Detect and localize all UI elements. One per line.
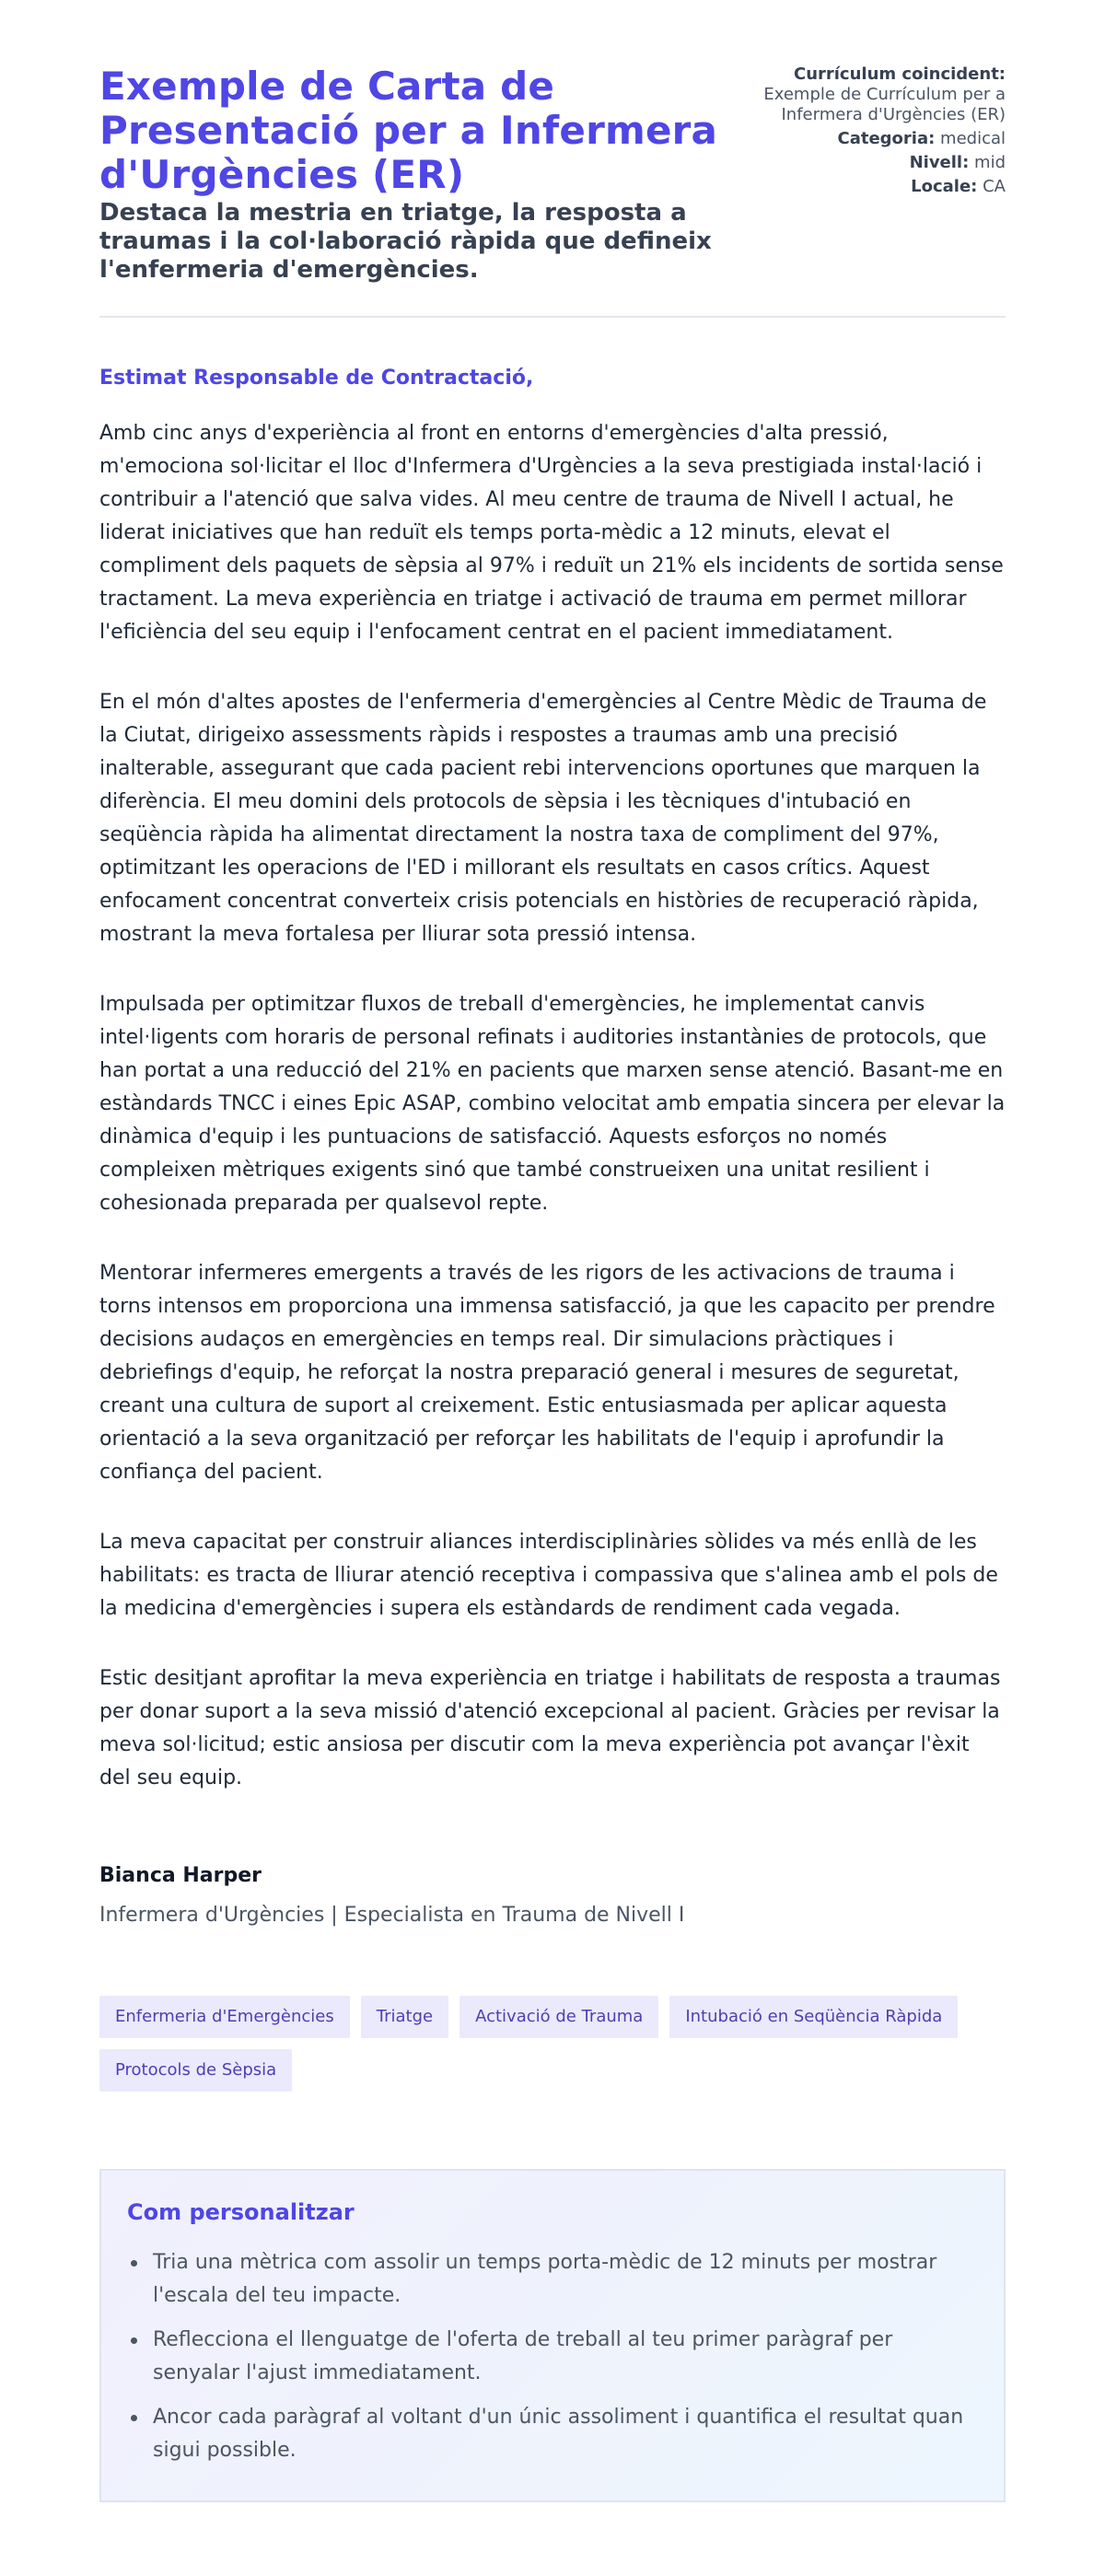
- page-title: Exemple de Carta de Presentació per a Infermera d'Urgències (ER): [99, 64, 718, 197]
- title-block: [99, 64, 734, 285]
- body-paragraph: Estic desitjant aprofitar la meva experiència en triatge i habilitats de resposta a traumas per donar suport a la seva missió d'atenció excepcional al pacient. Gràcies per revisar la meva sol·licitud; estic ansiosa per discutir com la meva experiència pot avançar l'èxit del seu equip.: [99, 1667, 1001, 1789]
- meta-panel: [734, 64, 1006, 201]
- page-header: [99, 64, 1006, 318]
- meta-locale-value: CA: [983, 177, 1006, 196]
- salutation: Estimat Responsable de Contractació,: [99, 367, 534, 390]
- tip-text: Reflecciona el llenguatge de l'oferta de treball al teu primer paràgraf per senyalar l'ajust immediatament.: [153, 2328, 893, 2384]
- tips-title: Com personalitzar: [127, 2199, 355, 2225]
- body-paragraph: La meva capacitat per construir aliances interdisciplinàries sòlides va més enllà de les habilitats: es tracta de lliurar atenció receptiva i compassiva que s'alinea amb el pols de la medicina d'emergències i supera els estàndards de rendiment cada vegada.: [99, 1531, 998, 1620]
- bullet-icon: [131, 2337, 137, 2344]
- body-paragraph: Amb cinc anys d'experiència al front en entorns d'emergències d'alta pressió, m'emociona sol·licitar el lloc d'Infermera d'Urgències a la seva prestigiada instal·lació i contribuir a l'atenció que salva vides. Al meu centre de trauma de Nivell I actual, he liderat iniciatives que han reduït els temps porta-mèdic a 12 minuts, elevat el compliment dels paquets de sèpsia al 97% i reduït un 21% els incidents de sortida sense tractament. La meva experiència en triatge i activació de trauma em permet millorar l'eficiència del seu equip i l'enfocament centrat en el pacient immediatament.: [99, 422, 1004, 644]
- meta-locale: [734, 177, 1006, 197]
- tip-text: Tria una mètrica com assolir un temps porta-mèdic de 12 minuts per mostrar l'escala del teu impacte.: [153, 2251, 937, 2307]
- skill-tag: Triatge: [361, 1996, 448, 2038]
- body-paragraph: Mentorar infermeres emergents a través de les rigors de les activacions de trauma i torns intensos em proporciona una immensa satisfacció, ja que les capacito per prendre decisions audaços en emergències en temps real. Dir simulacions pràctiques i debriefings d'equip, he reforçat la nostra preparació general i mesures de seguretat, creant una cultura de suport al creixement. Estic entusiasmada per aplicar aquesta orientació a la seva organització per reforçar les habilitats de l'equip i aprofundir la confiança del pacient.: [99, 1262, 995, 1484]
- tip-item: [153, 2401, 976, 2467]
- meta-level: [734, 153, 1006, 173]
- skill-tag: Intubació en Seqüència Ràpida: [669, 1996, 958, 2038]
- bullet-icon: [131, 2415, 137, 2421]
- tip-item: [153, 2246, 976, 2313]
- bullet-icon: [131, 2260, 137, 2267]
- meta-matching-resume-label: Currículum coincident:: [793, 64, 1006, 84]
- meta-locale-label: Locale:: [911, 177, 978, 196]
- skill-tags: [99, 1996, 1020, 2092]
- meta-category-label: Categoria:: [837, 129, 936, 148]
- body-paragraph: Impulsada per optimitzar fluxos de treball d'emergències, he implementat canvis intel·ligents com horaris de personal refinats i auditories instantànies de protocols, que han portat a una reducció del 21% en pacients que marxen sense atenció. Basant-me en estàndards TNCC i eines Epic ASAP, combino velocitat amb empatia sincera per elevar la dinàmica d'equip i les puntuacions de satisfacció. Aquests esforços no només compleixen mètriques exigents sinó que també construeixen una unitat resilient i cohesionada preparada per qualsevol repte.: [99, 993, 1006, 1215]
- tips-list: [127, 2246, 976, 2467]
- meta-category-value: medical: [940, 129, 1006, 148]
- meta-matching-resume-value: Exemple de Currículum per a Infermera d'Urgències (ER): [763, 85, 1006, 124]
- meta-level-value: mid: [974, 153, 1006, 172]
- signature-title: Infermera d'Urgències | Especialista en Trauma de Nivell I: [99, 1904, 685, 1927]
- skill-tag: Protocols de Sèpsia: [99, 2049, 292, 2092]
- meta-category: [734, 129, 1006, 149]
- tip-item: [153, 2324, 976, 2390]
- signature-block: [99, 1863, 1006, 1929]
- meta-level-label: Nivell:: [909, 153, 970, 172]
- body-paragraph: En el món d'altes apostes de l'enfermeria d'emergències al Centre Mèdic de Trauma de la Ciutat, dirigeixo assessments ràpids i respostes a traumas amb una precisió inalterable, assegurant que cada pacient rebi intervencions oportunes que marquen la diferència. El meu domini dels protocols de sèpsia i les tècniques d'intubació en seqüència ràpida ha alimentat directament la nostra taxa de compliment del 97%, optimitzant les operacions de l'ED i millorant els resultats en casos crítics. Aquest enfocament concentrat converteix crisis potencials en històries de recuperació ràpida, mostrant la meva fortalesa per lliurar sota pressió intensa.: [99, 691, 987, 946]
- letter-body: [99, 417, 1006, 1795]
- tip-text: Ancor cada paràgraf al voltant d'un únic assoliment i quantifica el resultat quan sigui possible.: [153, 2406, 964, 2462]
- meta-matching-resume: [734, 64, 1006, 125]
- page-subtitle: Destaca la mestria en triatge, la resposta a traumas i la col·laboració ràpida que defineix l'enfermeria d'emergències.: [99, 199, 712, 284]
- skill-tag: Activació de Trauma: [459, 1996, 658, 2038]
- signature-name: Bianca Harper: [99, 1864, 262, 1887]
- customization-tips-card: [99, 2169, 1006, 2502]
- skill-tag: Enfermeria d'Emergències: [99, 1996, 350, 2038]
